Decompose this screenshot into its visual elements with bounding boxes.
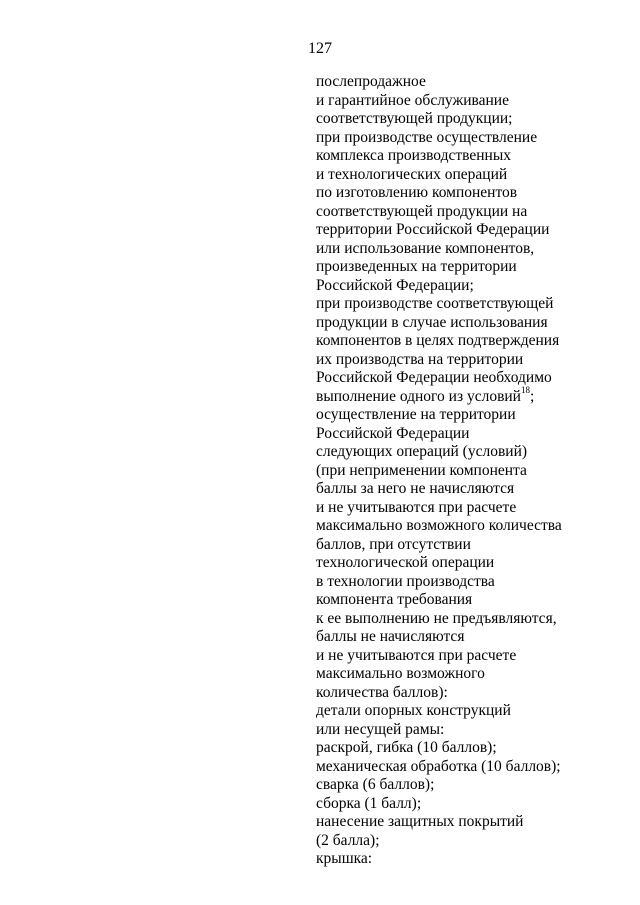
text-line: соответствующей продукции на bbox=[316, 202, 528, 220]
text-line: компонента требования bbox=[316, 591, 473, 608]
text-line: следующих операций (условий) bbox=[316, 443, 528, 460]
text-line: Российской Федерации необходимо bbox=[316, 369, 552, 386]
text-line: (2 балла); bbox=[316, 831, 380, 849]
text-line: к ее выполнению не предъявляются, bbox=[316, 609, 557, 627]
text-line: максимально возможного bbox=[316, 665, 485, 682]
text-line: сборка (1 балл); bbox=[316, 794, 422, 812]
text-line: в технологии производства bbox=[316, 572, 495, 590]
text-line: или использование компонентов, bbox=[316, 239, 535, 257]
footnote-reference[interactable]: 18 bbox=[520, 385, 530, 396]
text-line: территории Российской Федерации bbox=[316, 221, 550, 238]
text-line: баллы не начисляются bbox=[316, 628, 465, 645]
text-line: количества баллов): bbox=[316, 683, 448, 701]
text-line: по изготовлению компонентов bbox=[316, 184, 518, 201]
text-line: соответствующей продукции; bbox=[316, 110, 513, 127]
footnote-text-line bbox=[316, 385, 616, 407]
text-line: технологической операции bbox=[316, 554, 495, 571]
text-line: при производстве соответствующей bbox=[316, 295, 554, 312]
text-line: максимально возможного количества bbox=[316, 517, 562, 534]
text-line: произведенных на территории bbox=[316, 258, 517, 275]
footnote-line-text: выполнение одного из условий bbox=[316, 387, 521, 405]
text-line: и не учитываются при расчете bbox=[316, 498, 517, 516]
text-line: Российской Федерации; bbox=[316, 276, 474, 294]
text-line: или несущей рамы: bbox=[316, 720, 445, 738]
text-line: комплекса производственных bbox=[316, 147, 512, 164]
text-line: Российской Федерации bbox=[316, 424, 470, 442]
text-line: при производстве осуществление bbox=[316, 128, 538, 146]
text-line: и технологических операций bbox=[316, 165, 508, 183]
text-line: крышка: bbox=[316, 850, 373, 867]
text-line: осуществление на территории bbox=[316, 406, 516, 423]
text-line: баллов, при отсутствии bbox=[316, 535, 471, 553]
text-line: баллы за него не начисляются bbox=[316, 480, 515, 497]
text-line: детали опорных конструкций bbox=[316, 702, 511, 719]
text-line: механическая обработка (10 баллов); bbox=[316, 757, 561, 775]
text-line: компонентов в целях подтверждения bbox=[316, 332, 560, 349]
text-line: сварка (6 баллов); bbox=[316, 776, 435, 793]
page-number: 127 bbox=[308, 40, 332, 57]
text-line: послепродажное bbox=[316, 73, 426, 90]
document-text-block bbox=[316, 73, 616, 869]
text-line: и гарантийное обслуживание bbox=[316, 91, 509, 109]
text-line: нанесение защитных покрытий bbox=[316, 813, 524, 830]
text-line: их производства на территории bbox=[316, 350, 524, 368]
text-line: и не учитываются при расчете bbox=[316, 646, 517, 664]
text-line: (при неприменении компонента bbox=[316, 461, 527, 479]
footnote-line-tail: ; bbox=[529, 387, 535, 405]
text-line: продукции в случае использования bbox=[316, 313, 548, 331]
text-line: раскрой, гибка (10 баллов); bbox=[316, 739, 497, 756]
